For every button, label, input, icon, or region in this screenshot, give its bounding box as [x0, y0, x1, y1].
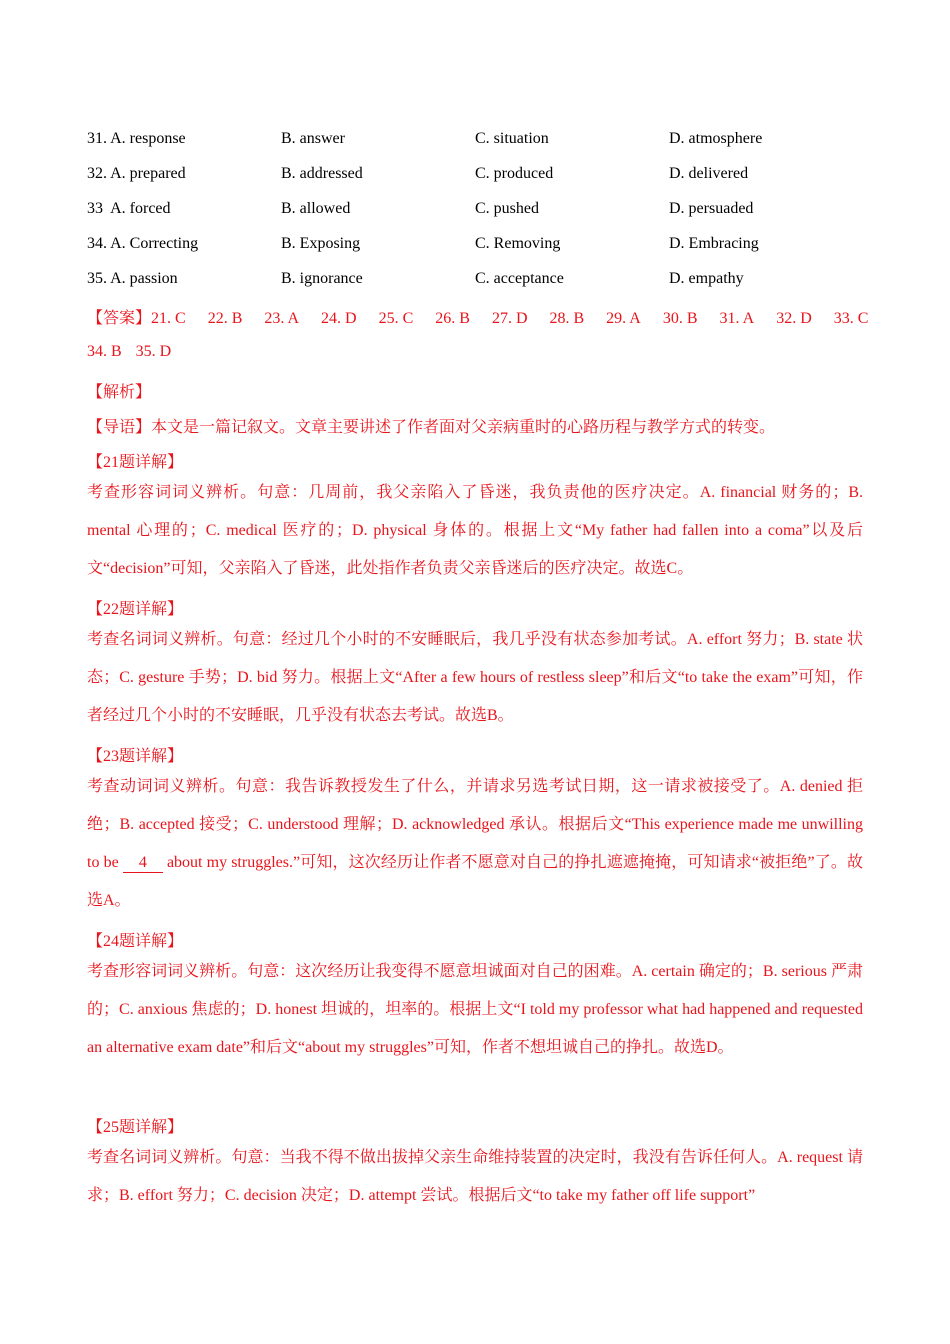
answer-item: 22. B [207, 310, 243, 327]
answer-item: 33. C [833, 310, 869, 327]
q25-explanation: 考查名词词义辨析。句意：当我不得不做出拔掉父亲生命维持装置的决定时，我没有告诉任何人。A. request 请求；B. effort 努力；C. decision 决定；D. attempt 尝试。根据后文“to take my father off life support” [87, 1149, 863, 1204]
option-a: 35. A. passion [87, 270, 178, 287]
q23-text-before: 考查动词词义辨析。句意：我告诉教授发生了什么，并请求另选考试日期，这一请求被接受了。A. denied 拒绝；B. accepted 接受；C. understood 理解；D. acknowledged 承认。根据后文“This experience made me unwilling to be [87, 778, 863, 871]
option-row-31 [87, 130, 867, 154]
q22-explanation: 考查名词词义辨析。句意：经过几个小时的不安睡眠后，我几乎没有状态参加考试。A. effort 努力；B. state 状态；C. gesture 手势；D. bid 努力。根据上文“After a few hours of restless sleep”和后文“to take the exam”可知，作者经过几个小时的不安睡眠，几乎没有状态去考试。故选B。 [87, 631, 863, 724]
option-a: 34. A. Correcting [87, 235, 199, 252]
q23-text-after: about my struggles.”可知，这次经历让作者不愿意对自己的挣扎遮遮掩掩，可知请求“被拒绝”了。故选A。 [87, 854, 863, 909]
option-a: 32. A. prepared [87, 165, 186, 182]
answer-item: 29. A [606, 310, 641, 327]
answer-item: 24. D [321, 310, 357, 327]
option-a: 31. A. response [87, 130, 186, 147]
answer-label: 【答案】 [87, 310, 152, 327]
option-c: C. produced [475, 165, 554, 182]
answer-item: 34. B [87, 343, 122, 360]
option-c: C. situation [475, 130, 549, 147]
option-row-32 [87, 165, 867, 189]
answer-item: 28. B [549, 310, 585, 327]
option-b: B. allowed [281, 200, 351, 217]
answer-item: 23. A [264, 310, 300, 327]
q24-heading: 【24题详解】 [87, 933, 184, 950]
q23-heading: 【23题详解】 [87, 748, 184, 765]
q24-explanation: 考查形容词词义辨析。句意：这次经历让我变得不愿意坦诚面对自己的困难。A. certain 确定的；B. serious 严肃的；C. anxious 焦虑的；D. honest 坦诚的，坦率的。根据上文“I told my professor what had happened and requested an alternative exam date”和后文“about my struggles”可知，作者不想坦诚自己的挣扎。故选D。 [87, 963, 863, 1056]
answer-item: 25. C [378, 310, 414, 327]
answer-item: 31. A [719, 310, 755, 327]
option-row-34 [87, 235, 867, 259]
option-row-33 [87, 200, 867, 224]
option-d: D. empathy [669, 270, 744, 287]
q21-explanation: 考查形容词词义辨析。句意：几周前，我父亲陷入了昏迷，我负责他的医疗决定。A. financial 财务的；B. mental 心理的；C. medical 医疗的；D. physical 身体的。根据上文“My father had fallen into a coma”以及后文“decision”可知，父亲陷入了昏迷，此处指作者负责父亲昏迷后的医疗决定。故选C。 [87, 484, 863, 577]
option-b: B. ignorance [281, 270, 363, 287]
option-c: C. pushed [475, 200, 539, 217]
q23-blank: 4 [123, 854, 163, 873]
q22-heading: 【22题详解】 [87, 601, 184, 618]
analysis-heading: 【解析】 [87, 384, 152, 401]
q25-heading: 【25题详解】 [87, 1119, 184, 1136]
answer-key-line-2 [87, 343, 171, 361]
option-c: C. acceptance [475, 270, 564, 287]
option-c: C. Removing [475, 235, 561, 252]
answer-item: 27. D [491, 310, 528, 327]
answer-item: 32. D [776, 310, 812, 327]
q23-explanation [87, 768, 863, 920]
q21-heading: 【21题详解】 [87, 454, 184, 471]
option-row-35 [87, 270, 867, 294]
option-b: B. answer [281, 130, 345, 147]
answer-item: 21. C [151, 310, 186, 327]
option-d: D. Embracing [669, 235, 759, 252]
option-d: D. persuaded [669, 200, 754, 217]
option-d: D. atmosphere [669, 130, 763, 147]
guide-text: 【导语】本文是一篇记叙文。文章主要讲述了作者面对父亲病重时的心路历程与教学方式的转变。 [87, 419, 776, 436]
option-a: 33 A. forced [87, 200, 171, 217]
option-b: B. addressed [281, 165, 363, 182]
answer-key-line-1 [87, 305, 868, 328]
answer-item: 30. B [662, 310, 698, 327]
option-b: B. Exposing [281, 235, 361, 252]
option-d: D. delivered [669, 165, 749, 182]
answer-item: 35. D [135, 343, 172, 360]
answer-item: 26. B [435, 310, 470, 327]
